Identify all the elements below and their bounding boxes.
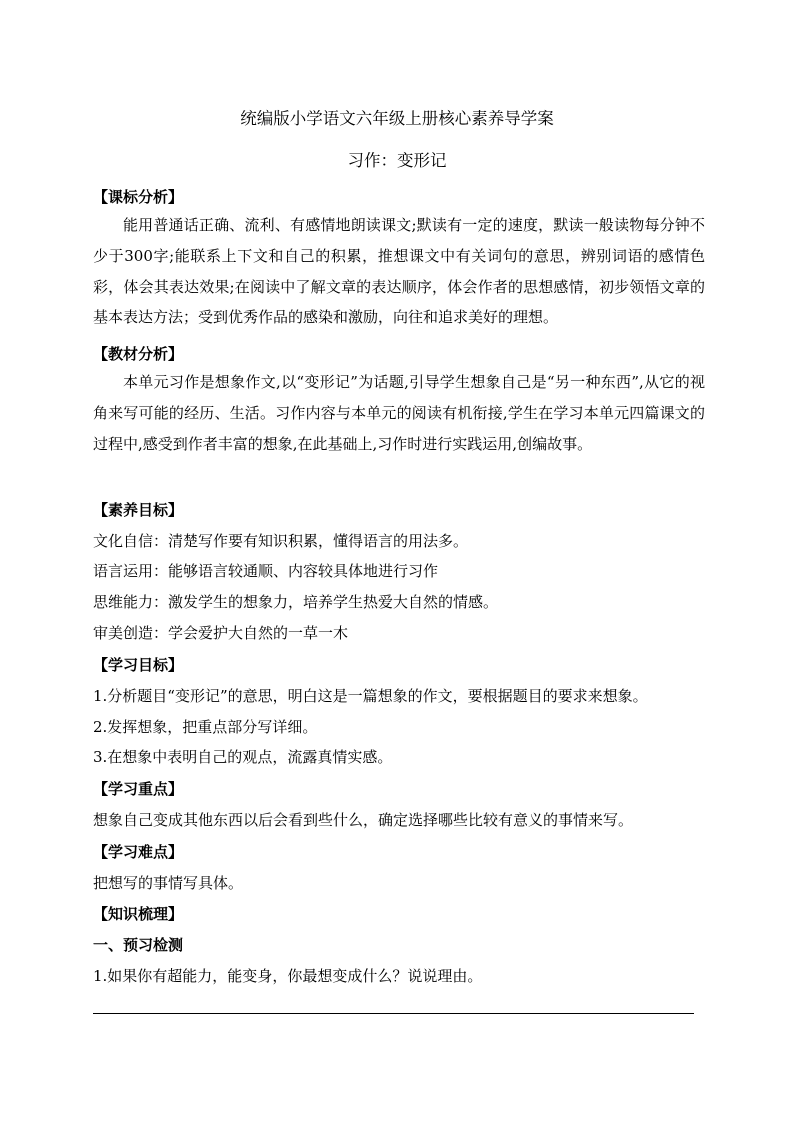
curriculum-heading: 【课标分析】 — [93, 188, 184, 206]
textbook-paragraph: 本单元习作是想象作文,以“变形记”为话题,引导学生想象自己是“另一种东西”,从它的视角来写可能的经历、生活。习作内容与本单元的阅读有机衔接,学生在学习本单元四篇课文的过程中,感受到作者丰富的想象,在此基础上,习作时进行实践运用,创编故事。 — [93, 373, 705, 453]
goal-item: 3.在想象中表明自己的观点，流露真情实感。 — [93, 748, 393, 766]
literacy-item: 思维能力：激发学生的想象力，培养学生热爱大自然的情感。 — [93, 593, 499, 611]
goal-item: 2.发挥想象，把重点部分写详细。 — [93, 718, 318, 736]
goals-heading: 【学习目标】 — [93, 656, 184, 674]
curriculum-paragraph: 能用普通话正确、流利、有感情地朗读课文;默读有一定的速度，默读一般读物每分钟不少于300字;能联系上下文和自己的积累，推想课文中有关词句的意思，辨别词语的感情色彩，体会其表达效果;在阅读中了解文章的表达顺序，体会作者的思想感情，初步领悟文章的基本表达方法；受到优秀作品的感染和激励，向往和追求美好的理想。 — [93, 216, 705, 327]
literacy-item: 语言运用：能够语言较通顺、内容较具体地进行习作 — [93, 562, 439, 580]
key-heading: 【学习重点】 — [93, 780, 184, 798]
textbook-heading: 【教材分析】 — [93, 345, 184, 363]
answer-line[interactable] — [93, 1013, 694, 1014]
literacy-item: 审美创造：学会爱护大自然的一草一木 — [93, 624, 349, 642]
preview-question: 1.如果你有超能力，能变身，你最想变成什么？说说理由。 — [93, 967, 483, 985]
document-subtitle: 习作：变形记 — [347, 151, 447, 170]
difficulty-heading: 【学习难点】 — [93, 843, 184, 861]
literacy-heading: 【素养目标】 — [93, 501, 184, 519]
goal-item: 1.分析题目“变形记”的意思，明白这是一篇想象的作文，要根据题目的要求来想象。 — [93, 687, 648, 705]
document-title: 统编版小学语文六年级上册核心素养导学案 — [240, 109, 554, 128]
preview-subheading: 一、预习检测 — [93, 936, 184, 954]
knowledge-heading: 【知识梳理】 — [93, 905, 184, 923]
key-text: 想象自己变成其他东西以后会看到些什么，确定选择哪些比较有意义的事情来写。 — [93, 811, 634, 829]
difficulty-text: 把想写的事情写具体。 — [93, 874, 244, 892]
literacy-item: 文化自信：清楚写作要有知识积累，懂得语言的用法多。 — [93, 532, 469, 550]
